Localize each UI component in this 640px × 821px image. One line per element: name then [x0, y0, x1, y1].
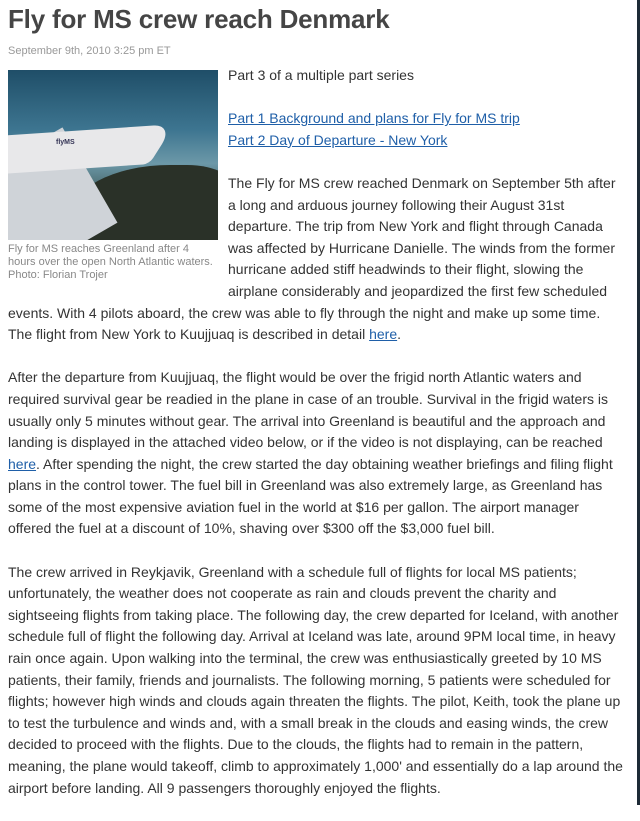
photo-caption: Fly for MS reaches Greenland after 4 hours over the open North Atlantic waters.: [8, 243, 213, 268]
series-intro: Part 3 of a multiple part series: [228, 67, 414, 83]
paragraph-2-text-cont: . After spending the night, the crew started the day obtaining weather briefings and filing flight plans in the control tower. The fuel bill in Greenland was also extremely large, as Greenland has some of the most expensive aviation fuel in the world at $16 per gallon. The airport manager offered the fuel at a discount of 10%, shaving over $300 off the $3,000 fuel bill.: [8, 455, 613, 537]
article-title: Fly for MS crew reach Denmark: [8, 4, 390, 34]
paragraph-2: [8, 367, 626, 540]
article-body: [8, 65, 626, 821]
period: .: [397, 326, 402, 343]
photo-credit: Photo: Florian Trojer: [8, 269, 108, 281]
photo-logo: flyMS: [56, 139, 75, 146]
kuujjuaq-here-link[interactable]: here: [369, 326, 398, 343]
part2-link[interactable]: Part 2 Day of Departure - New York: [228, 131, 448, 148]
paragraph-1-text: The Fly for MS crew reached Denmark on September 5th after a long and arduous journey following their August 31st departure. The trip from New York and flight through Canada was affected by Hurricane Danielle. The winds from the former hurricane added stiff headwinds to their flight, slowing the airplane considerably and jeopardized the first few scheduled events. With 4 pilots aboard, the crew was able to fly through the night and make up some time. The flight from New York to Kuujjuaq is described in detail: [8, 174, 616, 343]
video-here-link[interactable]: here: [8, 455, 37, 472]
paragraph-2-text: After the departure from Kuujjuaq, the flight would be over the frigid north Atlantic waters and required survival gear be readied in the plane in case of an trouble. Survival in the frigid waters is usually only 5 minutes without gear. The arrival into Greenland is beautiful and the approach and landing is displayed in the attached video below, or if the video is not displaying, can be reached: [8, 369, 608, 451]
paragraph-3: The crew arrived in Reykjavik, Greenland with a schedule full of flights for local MS patients; unfortunately, the weather does not cooperate as rain and clouds prevent the charity and sightseeing flights from taking place. The following day, the crew departed for Iceland, with another schedule full of flight the following day. Arrival at Iceland was late, around 9PM local time, in heavy rain once again. Upon walking into the terminal, the crew was enthusiastically greeted by 10 MS patients, their family, friends and journalists. The following morning, 5 patients were scheduled for flights; however high winds and clouds again threaten the flights. The pilot, Keith, took the plane up to test the turbulence and winds and, with a small break in the clouds and easing winds, the crew decided to proceed with the flights. Due to the clouds, the flights had to remain in the pattern, meaning, the plane would takeoff, climb to approximately 1,000' and essentially do a lap around the airport before landing. All 9 passengers thoroughly enjoyed the flights.: [8, 563, 623, 796]
article-figure: [8, 70, 218, 282]
airplane-wing-photo[interactable]: [8, 70, 218, 240]
article-date: September 9th, 2010 3:25 pm ET: [8, 45, 171, 57]
part1-link[interactable]: Part 1 Background and plans for Fly for MS trip: [228, 110, 520, 127]
